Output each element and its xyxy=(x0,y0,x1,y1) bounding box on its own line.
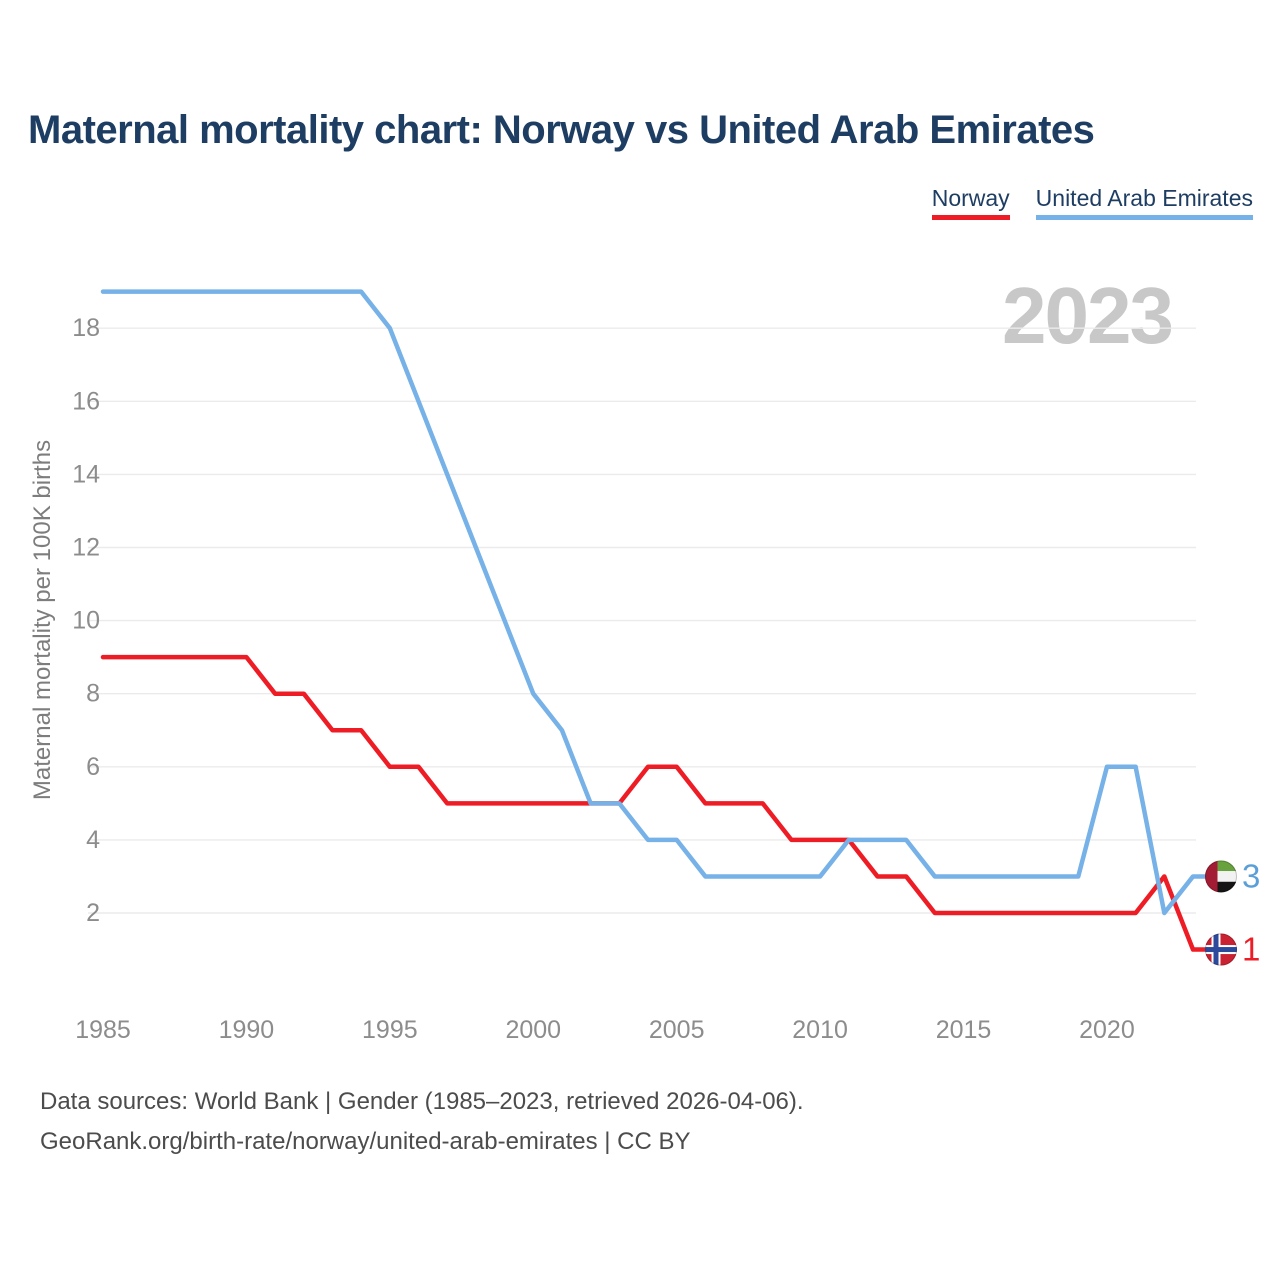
end-value-label-uae: 3 xyxy=(1242,857,1261,895)
series-line-uae xyxy=(103,292,1206,913)
x-tick-label: 1995 xyxy=(362,1016,418,1044)
y-tick-label: 6 xyxy=(86,752,100,781)
footer-attribution: GeoRank.org/birth-rate/norway/united-arab-emirates | CC BY xyxy=(40,1128,691,1155)
x-tick-label: 2000 xyxy=(505,1016,562,1044)
watermark-year: 2023 xyxy=(1002,271,1172,360)
y-tick-label: 10 xyxy=(72,606,100,635)
y-tick-label: 2 xyxy=(86,899,100,927)
x-tick-label: 1985 xyxy=(75,1016,131,1044)
series-line-norway xyxy=(103,657,1206,949)
chart-title: Maternal mortality chart: Norway vs United Arab Emirates xyxy=(28,108,1095,152)
end-value-label-norway: 1 xyxy=(1242,930,1261,968)
x-tick-label: 2010 xyxy=(792,1016,848,1044)
x-tick-label: 2020 xyxy=(1079,1016,1135,1044)
y-tick-label: 16 xyxy=(72,387,100,416)
legend-label-uae: United Arab Emirates xyxy=(1035,185,1253,211)
y-axis-label: Maternal mortality per 100K births xyxy=(29,439,56,801)
legend-label-norway: Norway xyxy=(931,185,1010,211)
y-tick-label: 12 xyxy=(72,533,100,562)
y-tick-label: 4 xyxy=(86,825,100,854)
x-tick-label: 1990 xyxy=(218,1016,275,1044)
x-tick-label: 2015 xyxy=(935,1016,992,1044)
y-tick-label: 8 xyxy=(86,679,100,708)
y-tick-label: 14 xyxy=(72,460,100,489)
y-tick-label: 18 xyxy=(72,314,100,343)
x-tick-label: 2005 xyxy=(648,1016,705,1044)
footer-sources: Data sources: World Bank | Gender (1985–2023, retrieved 2026-04-06). xyxy=(40,1088,804,1115)
